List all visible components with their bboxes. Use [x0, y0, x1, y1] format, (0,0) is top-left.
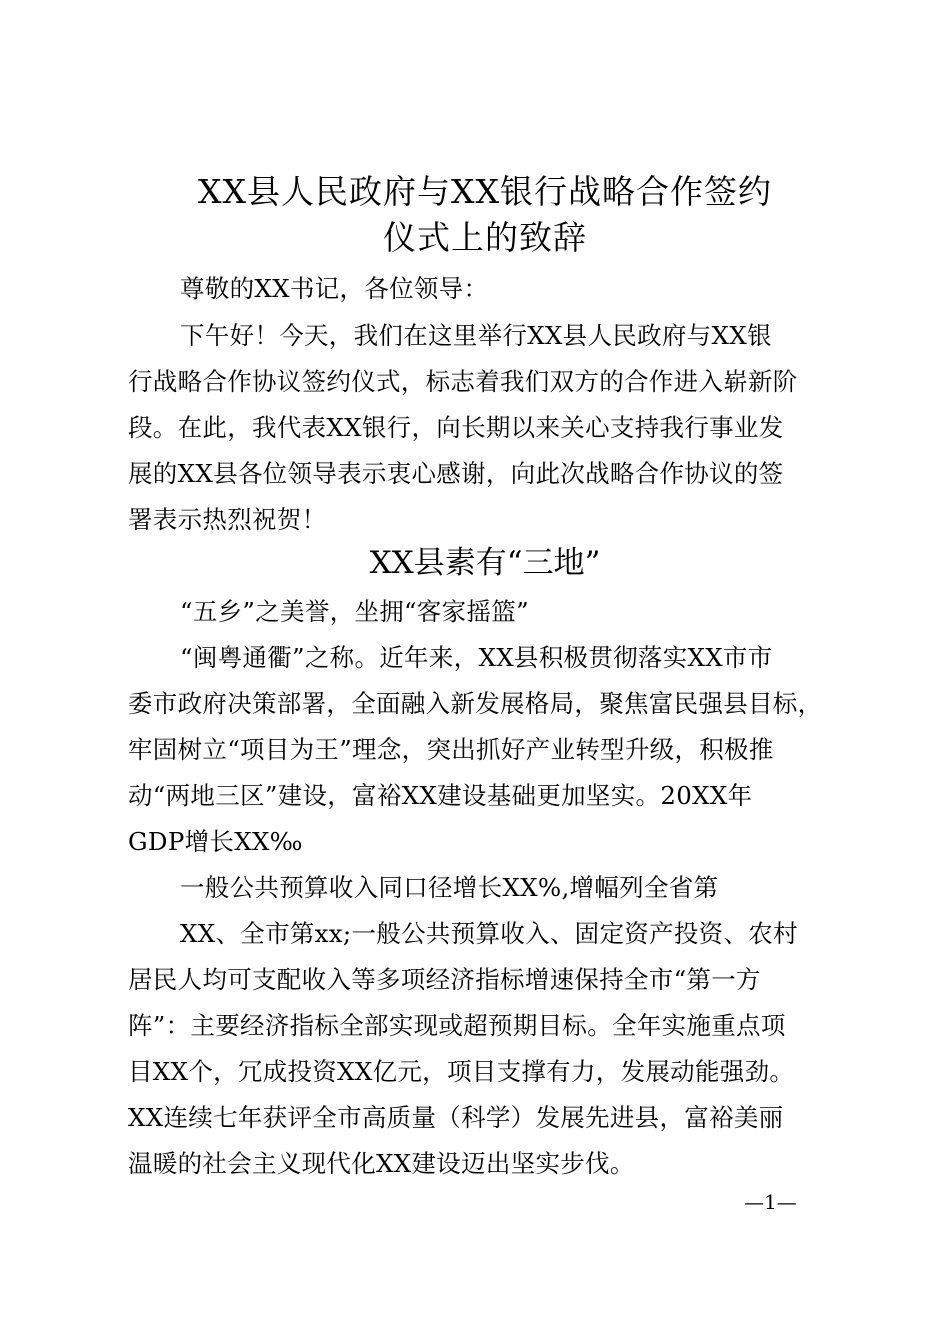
paragraph-line: 委市政府决策部署，全面融入新发展格局，聚焦富民强县目标，: [128, 689, 823, 718]
paragraph-line: GDP增长XX‰: [128, 827, 303, 856]
paragraph-line: “五乡”之美誉，坐拥“客家摇篮”: [180, 597, 529, 626]
paragraph-line: 一般公共预算收入同口径增长XX%,增幅列全省第: [180, 873, 719, 902]
paragraph-line: XX、全市第xx;一般公共预算收入、固定资产投资、农村: [180, 919, 798, 948]
paragraph-line: 下午好！今天，我们在这里举行XX县人民政府与XX银: [180, 321, 772, 350]
page-number: —1—: [744, 1190, 797, 1214]
paragraph-line: 行战略合作协议签约仪式，标志着我们双方的合作进入崭新阶: [128, 367, 798, 396]
document-title-line-1: XX县人民政府与XX银行战略合作签约: [198, 172, 772, 211]
paragraph-line: 署表示热烈祝贺！: [128, 505, 327, 534]
paragraph-line: 段。在此，我代表XX银行，向长期以来关心支持我行事业发: [128, 413, 784, 442]
document-title-line-2: 仪式上的致辞: [383, 218, 587, 257]
paragraph-line: 动“两地三区”建设，富裕XX建设基础更加坚实。20XX年: [128, 781, 753, 810]
paragraph-line: 温暖的社会主义现代化XX建设迈出坚实步伐。: [128, 1149, 635, 1178]
paragraph-line: XX连续七年获评全市高质量（科学）发展先进县，富裕美丽: [128, 1103, 784, 1132]
paragraph-line: 阵”：主要经济指标全部实现或超预期目标。全年实施重点项: [128, 1011, 786, 1040]
paragraph-line: “闽粤通衢”之称。近年来，XX县积极贯彻落实XX市市: [180, 643, 773, 672]
paragraph-line: 展的XX县各位领导表示衷心感谢，向此次战略合作协议的签: [128, 459, 784, 488]
section-heading: XX县素有“三地”: [369, 545, 601, 581]
salutation-line: 尊敬的XX书记，各位领导：: [180, 274, 489, 303]
paragraph-line: 居民人均可支配收入等多项经济指标增速保持全市“第一方: [128, 965, 761, 994]
paragraph-line: 牢固树立“项目为王”理念，突出抓好产业转型升级，积极推: [128, 735, 774, 764]
paragraph-line: 目XX个，冗成投资XX亿元，项目支撑有力，发展动能强劲。: [128, 1057, 795, 1086]
